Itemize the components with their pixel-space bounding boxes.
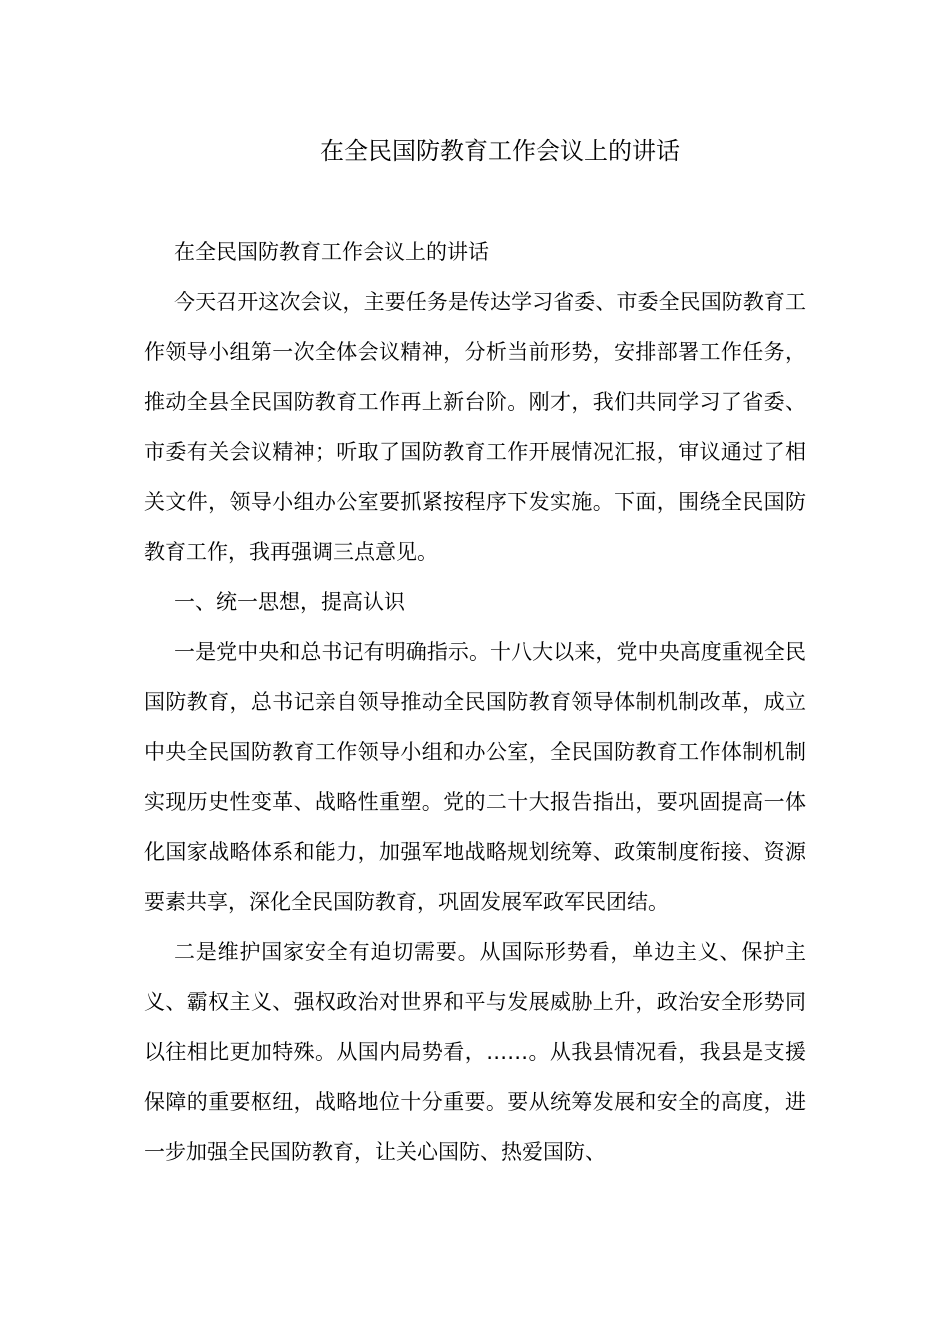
section-heading: 一、统一思想，提高认识 [174, 590, 405, 614]
document-title: 在全民国防教育工作会议上的讲话 [320, 137, 680, 165]
subtitle-paragraph: 在全民国防教育工作会议上的讲话 [174, 240, 489, 264]
body-paragraph: 一是党中央和总书记有明确指示。十八大以来，党中央高度重视全民国防教育，总书记亲自领导推动全民国防教育领导体制机制改革，成立中央全民国防教育工作领导小组和办公室，全民国防教育工作体制机制实现历史性变革、战略性重塑。党的二十大报告指出，要巩固提高一体化国家战略体系和能力，加强军地战略规划统筹、政策制度衔接、资源要素共享，深化全民国防教育，巩固发展军政军民团结。 [144, 640, 806, 914]
body-paragraph: 二是维护国家安全有迫切需要。从国际形势看，单边主义、保护主义、霸权主义、强权政治对世界和平与发展威胁上升，政治安全形势同以往相比更加特殊。从国内局势看，……。从我县情况看，我县是支援保障的重要枢纽，战略地位十分重要。要从统筹发展和安全的高度，进一步加强全民国防教育，让关心国防、热爱国防、 [144, 940, 806, 1164]
intro-paragraph: 今天召开这次会议，主要任务是传达学习省委、市委全民国防教育工作领导小组第一次全体会议精神，分析当前形势，安排部署工作任务，推动全县全民国防教育工作再上新台阶。刚才，我们共同学习了省委、市委有关会议精神；听取了国防教育工作开展情况汇报，审议通过了相关文件，领导小组办公室要抓紧按程序下发实施。下面，围绕全民国防教育工作，我再强调三点意见。 [144, 290, 806, 564]
document-body [144, 227, 806, 1177]
